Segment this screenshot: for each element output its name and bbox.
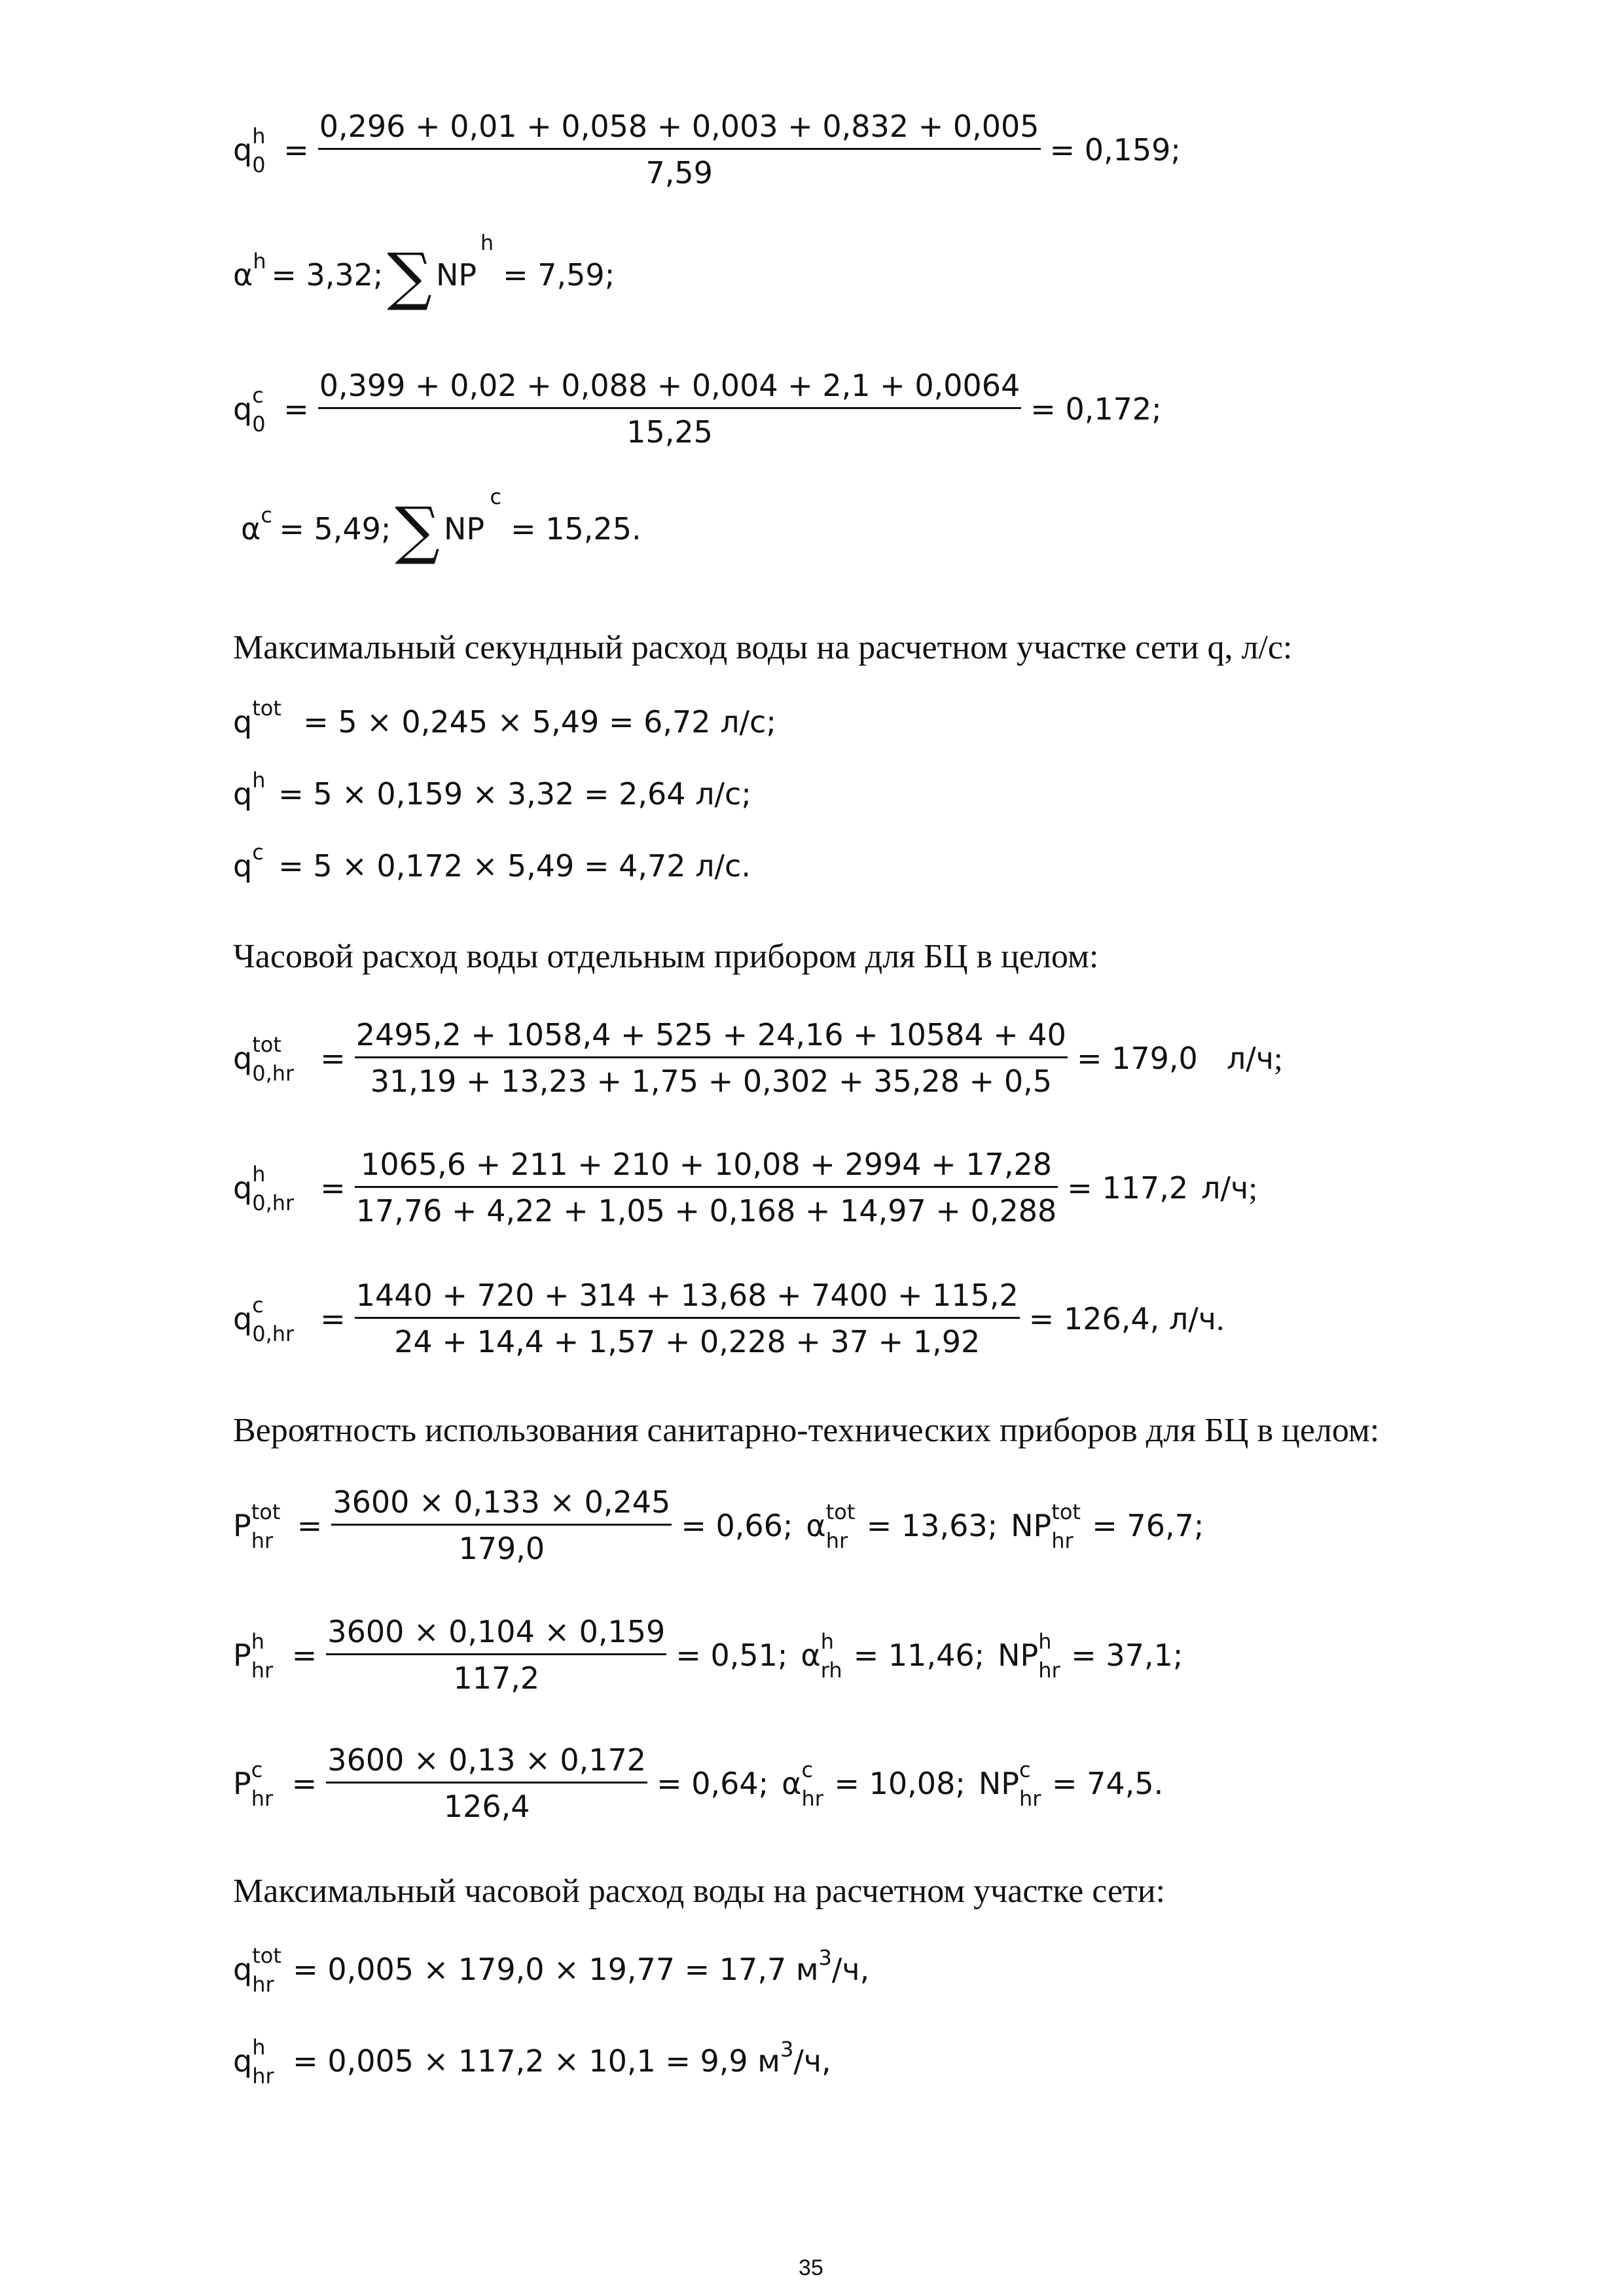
denominator: 15,25 bbox=[318, 407, 1022, 447]
paragraph: Максимальный секундный расход воды на расчетном участке сети q, л/с: bbox=[233, 629, 1293, 666]
formula-q0hr-tot: q tot 0,hr = $\frac{2495,2 + 1058,4 + 525 + 24,16 + 10584 + 40}{31,19 + 13,23 + 1,75 + 0,302 + 35,28 + 0,5}$ = 179,0 л/ч ; bbox=[233, 1017, 1283, 1099]
denominator: 31,19 + 13,23 + 1,75 + 0,302 + 35,28 + 0,5 bbox=[355, 1056, 1068, 1096]
sum-icon: ∑ bbox=[395, 493, 440, 567]
symbol-q-c: q c bbox=[233, 840, 264, 884]
formula-alpha-h: α h = 3,32; ∑ NP h = 7,59; bbox=[233, 230, 615, 313]
symbol-np-h: NP h bbox=[435, 230, 494, 293]
denominator: 17,76 + 4,22 + 1,05 + 0,168 + 14,97 + 0,288 bbox=[355, 1186, 1058, 1226]
formula-q0-h: q h 0 = $\frac{0,296 + 0,01 + 0,058 + 0,003 + 0,832 + 0,005}{7,59}$ = 0,159; bbox=[233, 109, 1181, 190]
symbol-alpha-hr-c: α c hr bbox=[782, 1757, 823, 1811]
fraction bbox=[355, 1017, 1068, 1099]
result: = 0,159; bbox=[1049, 132, 1181, 168]
formula-phr-tot: P tot hr = $\frac{3600 \times 0,133 \times 0,245}{179,0}$ = 0,66; α tot hr = 13,63; NP tot hr = 76,7; bbox=[233, 1484, 1204, 1566]
formula-q0hr-h: q h 0,hr = $\frac{1065,6 + 211 + 210 + 10,08 + 2994 + 17,28}{17,76 + 4,22 + 1,05 + 0,168 + 14,97 + 0,288}$ = 117,2 л/ч ; bbox=[233, 1147, 1258, 1229]
formula-q-h: q h = 5 × 0,159 × 3,32 = 2,64 л/с; bbox=[233, 768, 751, 812]
numerator: 0,399 + 0,02 + 0,088 + 0,004 + 2,1 + 0,0064 bbox=[319, 368, 1020, 403]
formula-qhr-h: q h hr = 0,005 × 117,2 × 10,1 = 9,9 м 3 /ч, bbox=[233, 2035, 831, 2089]
denominator: 126,4 bbox=[326, 1782, 647, 1821]
fraction bbox=[355, 1280, 1020, 1357]
symbol-q0hr-tot: q tot 0,hr bbox=[233, 1031, 295, 1086]
symbol-alpha-rh-h: α h rh bbox=[801, 1628, 842, 1683]
symbol-alpha-hr-tot: α tot hr bbox=[806, 1499, 856, 1553]
numerator: 3600 × 0,133 × 0,245 bbox=[333, 1484, 671, 1520]
numerator: 3600 × 0,104 × 0,159 bbox=[327, 1614, 666, 1649]
numerator: 2495,2 + 1058,4 + 525 + 24,16 + 10584 + 40 bbox=[355, 1017, 1066, 1052]
symbol-np-c: NP c bbox=[443, 484, 502, 547]
result: = 0,51; bbox=[676, 1637, 788, 1673]
symbol-q0hr-c: q c 0,hr bbox=[233, 1292, 295, 1346]
symbol-np-hr-c: NP c hr bbox=[978, 1757, 1041, 1811]
fraction bbox=[326, 1742, 647, 1824]
formula-q0hr-c: q c 0,hr = $\frac{1440 + 720 + 314 + 13,68 + 7400 + 115,2}{24 + 14,4 + 1,57 + 0,228 + 37 + 1,92}$ = 126,4, л/ч . bbox=[233, 1278, 1225, 1359]
symbol-phr-tot: P tot hr bbox=[233, 1499, 281, 1553]
fraction bbox=[318, 111, 1041, 188]
result: = 0,66; bbox=[681, 1507, 793, 1543]
symbol-q-tot: q tot bbox=[233, 696, 281, 740]
fraction bbox=[318, 368, 1022, 450]
denominator: 7,59 bbox=[318, 148, 1041, 188]
result: = 0,64; bbox=[657, 1765, 769, 1801]
paragraph: Часовой расход воды отдельным прибором для БЦ в целом: bbox=[233, 938, 1099, 975]
symbol-phr-h: P h hr bbox=[233, 1628, 274, 1683]
result: = 0,172; bbox=[1030, 391, 1162, 427]
denominator: 24 + 14,4 + 1,57 + 0,228 + 37 + 1,92 bbox=[355, 1317, 1020, 1357]
symbol-q-h: q h bbox=[233, 768, 266, 812]
result: = 117,2 bbox=[1067, 1170, 1189, 1206]
denominator: 179,0 bbox=[331, 1524, 672, 1564]
formula-q-tot: q tot = 5 × 0,245 × 5,49 = 6,72 л/с; bbox=[233, 696, 776, 740]
unit: л/ч bbox=[1201, 1170, 1249, 1206]
denominator: 117,2 bbox=[326, 1653, 666, 1693]
formula-phr-h: P h hr = $\frac{3600 \times 0,104 \times 0,159}{117,2}$ = 0,51; α h rh = 11,46; NP h hr = 37,1; bbox=[233, 1614, 1183, 1696]
numerator: 1065,6 + 211 + 210 + 10,08 + 2994 + 17,28 bbox=[361, 1147, 1052, 1182]
result: = 126,4, л/ч bbox=[1028, 1300, 1216, 1336]
fraction bbox=[331, 1484, 672, 1566]
numerator: 3600 × 0,13 × 0,172 bbox=[327, 1742, 647, 1778]
symbol-alpha-h: α h bbox=[233, 249, 266, 293]
formula-phr-c: P c hr = $\frac{3600 \times 0,13 \times 0,172}{126,4}$ = 0,64; α c hr = 10,08; NP c hr = 74,5. bbox=[233, 1742, 1164, 1824]
symbol-qhr-tot: q tot hr bbox=[233, 1943, 281, 1997]
result: = 179,0 bbox=[1076, 1040, 1198, 1076]
numerator: 0,296 + 0,01 + 0,058 + 0,003 + 0,832 + 0,005 bbox=[319, 109, 1039, 144]
formula-q0-c: q c 0 = $\frac{0,399 + 0,02 + 0,088 + 0,004 + 2,1 + 0,0064}{15,25}$ = 0,172; bbox=[233, 368, 1162, 450]
symbol-np-hr-tot: NP tot hr bbox=[1011, 1499, 1081, 1553]
symbol-np-hr-h: NP h hr bbox=[998, 1628, 1060, 1683]
symbol-alpha-c: α c bbox=[241, 503, 272, 547]
formula-q-c: q c = 5 × 0,172 × 5,49 = 4,72 л/с. bbox=[233, 840, 751, 884]
formula-alpha-c: α c = 5,49; ∑ NP c = 15,25. bbox=[241, 484, 641, 567]
sum-icon: ∑ bbox=[387, 240, 432, 313]
paragraph: Максимальный часовой расход воды на расчетном участке сети: bbox=[233, 1873, 1166, 1910]
numerator: 1440 + 720 + 314 + 13,68 + 7400 + 115,2 bbox=[355, 1278, 1019, 1313]
fraction bbox=[355, 1147, 1058, 1229]
page-number: 35 bbox=[799, 2255, 823, 2280]
fraction bbox=[326, 1614, 666, 1696]
paragraph: Вероятность использования санитарно-технических приборов для БЦ в целом: bbox=[233, 1412, 1380, 1449]
symbol-q0c: q c 0 bbox=[233, 382, 266, 437]
symbol-qhr-h: q h hr bbox=[233, 2035, 274, 2089]
symbol-q0hr-h: q h 0,hr bbox=[233, 1161, 295, 1215]
unit: л/ч bbox=[1226, 1040, 1274, 1076]
symbol-phr-c: P c hr bbox=[233, 1757, 274, 1811]
formula-qhr-tot: q tot hr = 0,005 × 179,0 × 19,77 = 17,7 м 3 /ч, bbox=[233, 1943, 870, 1997]
symbol-q0h: q h 0 bbox=[233, 123, 266, 177]
